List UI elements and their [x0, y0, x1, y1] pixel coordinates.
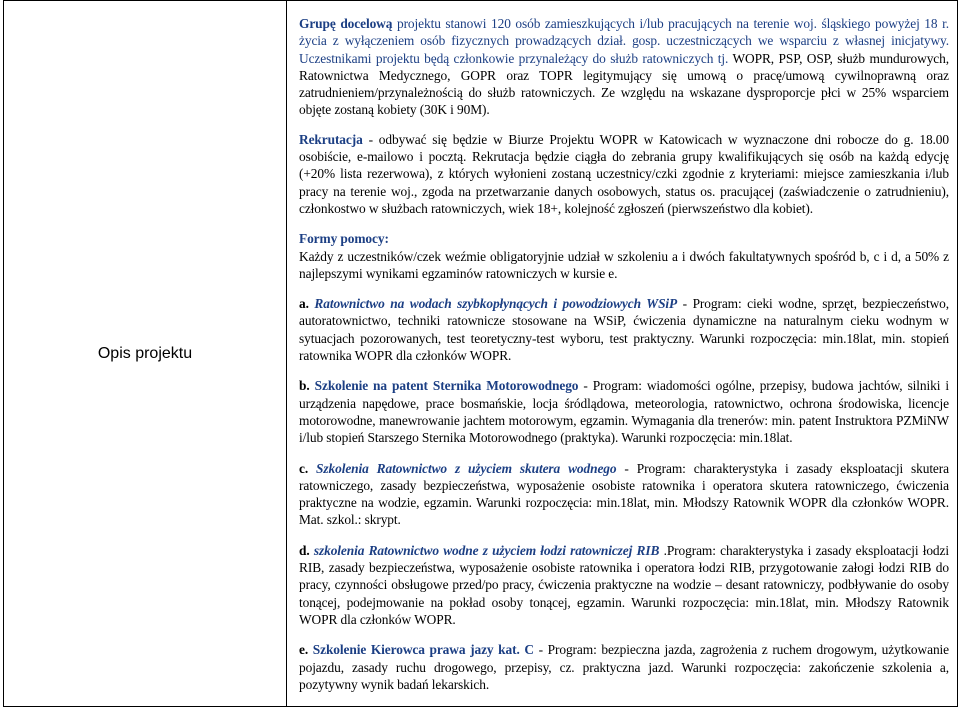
course-b-letter: b.	[299, 378, 315, 394]
course-c-paragraph	[299, 460, 949, 529]
row-label: Opis projektu	[97, 344, 193, 362]
recruitment-paragraph	[299, 131, 949, 217]
course-e-text: - Program: bezpieczna jazda, zagrożenia z ruchem drogowym, użytkowanie pojazdu, zasady ruchu drogowego, przepisy, cz. praktyczna jazd. Warunki rozpoczęcia: zakończenie szkolenia a, pozytywny wynik badań lekarskich.	[299, 642, 949, 692]
target-group-text-1: projektu stanowi 120 osób zamieszkujących i/lub pracujących na terenie woj. śląskiego powyżej 18 r. życia z wyłączeniem osób fizycznych prowadzących dział. gosp. uczestniczących we wsparciu z własnej inicjatywy. Uczestnikami projektu będą członkowie przynależący do służb ratowniczych tj.	[299, 16, 949, 66]
course-b-paragraph	[299, 377, 949, 446]
course-d-letter: d.	[299, 542, 314, 558]
course-e-letter: e.	[299, 642, 313, 658]
row-label-cell	[4, 1, 287, 707]
table-row	[4, 1, 958, 707]
course-a-text: - Program: cieki wodne, sprzęt, bezpieczeństwo, autoratownictwo, techniki ratownicze stosowane na WSiP, ćwiczenia dynamiczne na naturalnym cieku wodnym w sytuacjach pozorowanych, test teoretyczny-test wyboru, test praktyczny. Warunki rozpoczęcia: min.18lat, min. stopień ratownika WOPR dla członków WOPR.	[299, 296, 949, 364]
course-c-text: - Program: charakterystyka i zasady eksploatacji skutera ratowniczego, zasady bezpieczeństwa, wyposażenie osobiste ratownika i operatora skutera ratowniczego, ćwiczenia praktyczne na wodzie, egzamin. Warunki rozpoczęcia: min.18lat, min. Młodszy Ratownik WOPR dla członków WOPR. Mat. szkol.: skrypt.	[299, 460, 949, 528]
forms-heading: Formy pomocy:	[299, 231, 389, 247]
course-d-title: szkolenia Ratownictwo wodne z użyciem łodzi ratowniczej RIB	[313, 542, 660, 558]
course-a-letter: a.	[299, 296, 315, 312]
target-group-paragraph	[299, 15, 949, 119]
target-group-lead: Grupę docelową	[299, 16, 393, 31]
course-a-paragraph	[299, 295, 949, 364]
target-group-text-2: WOPR, PSP, OSP, służb mundurowych, Ratownictwa Medycznego, GOPR oraz TOPR legitymujący się umową o pracę/umową cywilnoprawną oraz zatrudnieniem/przynależnością do służb ratowniczych. Ze względu na wskazane dysproporcje płci w 25% wsparciem objęte zostaną kobiety (30K i 90M).	[299, 50, 949, 118]
course-d-paragraph	[299, 542, 949, 628]
recruitment-lead: Rekrutacja	[299, 131, 363, 147]
course-e-paragraph	[299, 641, 949, 693]
forms-paragraph	[299, 230, 949, 282]
content-cell	[287, 1, 958, 707]
course-d-text: .Program: charakterystyka i zasady eksploatacji łodzi RIB, zasady bezpieczeństwa, wyposażenie osobiste ratownika i operatora łodzi RIB, przygotowanie załogi łodzi RIB do pracy, czynności obsługowe przed/po pracy, ćwiczenia praktyczne na wodzie – desant ratowniczy, podbływanie do osoby tonącej, podejmowanie na pokład osoby tonącej, egzamin. Warunki rozpoczęcia: min.18lat, min. Młodszy Ratownik WOPR dla członków WOPR.	[299, 542, 949, 627]
course-b-title: Szkolenie na patent Sternika Motorowodnego	[314, 378, 579, 394]
course-c-title: Szkolenia Ratownictwo z użyciem skutera wodnego	[316, 460, 617, 476]
forms-text: Każdy z uczestników/czek weźmie obligatoryjnie udział w szkoleniu a i dwóch fakultatywnych spośród b, c i d, a 50% z najlepszymi wynikami egzaminów ratowniczych w kursie e.	[299, 248, 949, 281]
course-b-text: - Program: wiadomości ogólne, przepisy, budowa jachtów, silniki i urządzenia napędowe, prace bosmańskie, locja śródlądowa, meteorologia, ratownictwo, ochrona środowiska, licencje motorowodne, manewrowanie jachtem motorowym, egzamin. Wymagania dla trenerów: min. patent Instruktora PZMiNW i/lub stopień Starszego Sternika Motorowodnego (praktyka). Warunki rozpoczęcia: min.18lat.	[299, 378, 949, 446]
project-description-table	[3, 0, 958, 707]
course-c-letter: c.	[299, 460, 317, 476]
course-e-title: Szkolenie Kierowca prawa jazy kat. C	[312, 642, 534, 658]
recruitment-text: - odbywać się będzie w Biurze Projektu WOPR w Katowicach w wyznaczone dni robocze do g. 18.00 osobiście, e-mailowo i pocztą. Rekrutacja będzie ciągła do zebrania grupy kwalifikujących się osób na każdą edycję (+20% lista rezerwowa), z których wyłonieni zostaną uczestnicy/czki zgodnie z kryteriami: miejsce zamieszkania i/lub pracy na terenie woj., zgoda na przetwarzanie danych osobowych, status os. pracującej (zaświadczenie o zatrudnieniu), członkostwo w służbach ratowniczych, wiek 18+, kolejność zgłoszeń (pierwszeństwo dla kobiet).	[299, 131, 949, 216]
course-a-title: Ratownictwo na wodach szybkopłynących i powodziowych WSiP	[314, 296, 678, 312]
